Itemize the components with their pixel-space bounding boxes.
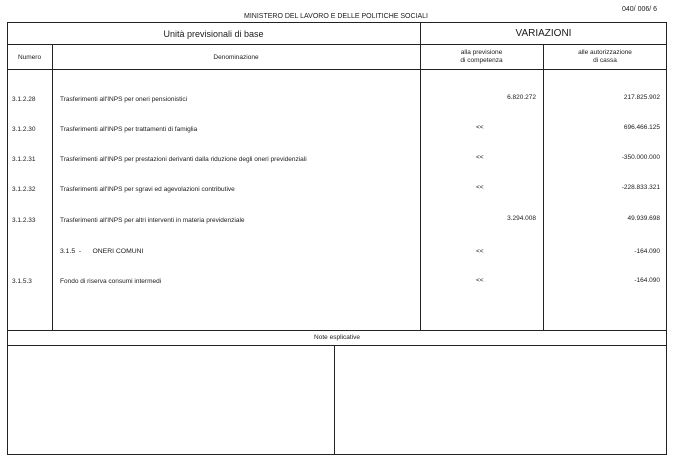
col-divider-variazioni xyxy=(420,22,421,330)
row-competenza: << xyxy=(476,184,484,191)
row-cassa: -228.833.321 xyxy=(621,184,660,191)
ministry-title: MINISTERO DEL LAVORO E DELLE POLITICHE SOCIALI xyxy=(244,13,428,20)
row-cassa: 49.939.698 xyxy=(627,215,660,222)
col-divider-cassa xyxy=(543,44,544,330)
row-cassa: 217.825.902 xyxy=(623,94,660,101)
row-denominazione: Trasferimenti all'INPS per sgravi ed agevolazioni contributive xyxy=(60,186,235,193)
row-competenza: 3.294.008 xyxy=(507,215,536,222)
col-divider-numero xyxy=(52,44,53,330)
row-denominazione: Fondo di riserva consumi intermedi xyxy=(60,278,162,285)
row-numero: 3.1.2.28 xyxy=(12,96,36,103)
notes-right-box xyxy=(335,346,666,454)
row-competenza: << xyxy=(476,248,484,255)
row-competenza: << xyxy=(476,124,484,131)
row-cassa: -164.090 xyxy=(634,277,660,284)
row-competenza: << xyxy=(476,154,484,161)
row-numero: 3.1.2.31 xyxy=(12,156,36,163)
row-competenza: 6.820.272 xyxy=(507,94,536,101)
notes-left-box xyxy=(8,346,334,454)
row-competenza: << xyxy=(476,277,484,284)
row-numero: 3.1.2.32 xyxy=(12,186,36,193)
col-header-numero: Numero xyxy=(17,54,42,61)
body-bottom-rule xyxy=(7,330,667,331)
row-numero: 3.1.5.3 xyxy=(12,278,32,285)
row-denominazione: Trasferimenti all'INPS per prestazioni derivanti dalla riduzione degli oneri previdenziali xyxy=(60,156,307,163)
col-header-competenza-line1: alla previsione xyxy=(460,49,503,56)
row-denominazione: Trasferimenti all'INPS per oneri pensionistici xyxy=(60,96,188,103)
col-header-competenza-line2: di competenza xyxy=(460,57,503,64)
group-variazioni: VARIAZIONI xyxy=(515,28,572,39)
row-denominazione: Trasferimenti all'INPS per altri interventi in materia previdenziale xyxy=(60,217,245,224)
row-cassa: -164.090 xyxy=(634,248,660,255)
header-rule-1 xyxy=(7,44,667,45)
header-rule-2 xyxy=(7,69,667,70)
row-denominazione: Trasferimenti all'INPS per trattamenti di famiglia xyxy=(60,126,198,133)
col-header-cassa-line1: alle autorizzazione xyxy=(578,49,632,56)
group-unita-previsionali: Unità previsionali di base xyxy=(163,29,264,39)
section-oneri-comuni: 3.1.5 - ONERI COMUNI xyxy=(60,248,144,255)
col-header-cassa-line2: di cassa xyxy=(593,57,617,64)
row-numero: 3.1.2.30 xyxy=(12,126,36,133)
col-header-denominazione: Denominazione xyxy=(213,54,259,61)
notes-title: Note esplicative xyxy=(314,334,360,341)
row-cassa: -350.000.000 xyxy=(621,154,660,161)
row-numero: 3.1.2.33 xyxy=(12,217,36,224)
row-cassa: 696.466.125 xyxy=(623,124,660,131)
page-code: 040/ 006/ 6 xyxy=(622,6,658,13)
